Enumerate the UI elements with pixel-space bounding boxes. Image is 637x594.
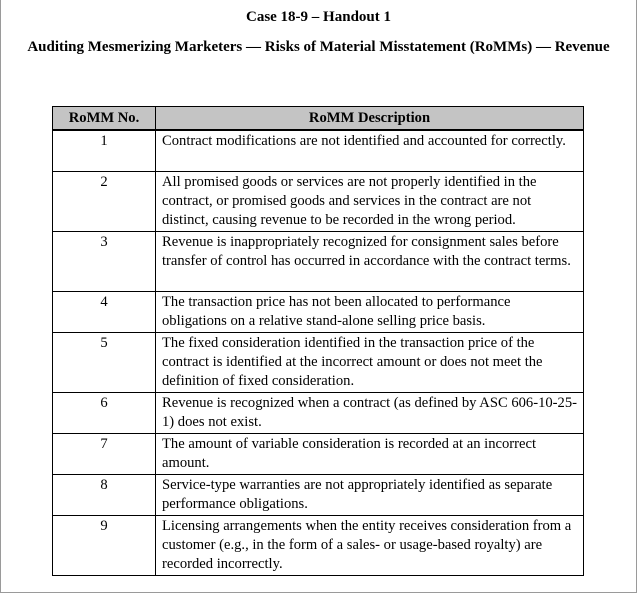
column-header-romm-description: RoMM Description bbox=[156, 107, 584, 131]
table-row bbox=[53, 393, 584, 434]
romm-number: 7 bbox=[53, 434, 156, 475]
table-row bbox=[53, 130, 584, 172]
romm-description: All promised goods or services are not properly identified in the contract, or promised goods and services in the contract are not distinct, causing revenue to be recorded in the wrong period. bbox=[156, 172, 584, 232]
table-row bbox=[53, 333, 584, 393]
handout-title: Case 18-9 – Handout 1 bbox=[245, 9, 391, 25]
column-header-romm-no: RoMM No. bbox=[53, 107, 156, 131]
romm-number: 6 bbox=[53, 393, 156, 434]
table-row bbox=[53, 434, 584, 475]
romm-description: The transaction price has not been allocated to performance obligations on a relative stand-alone selling price basis. bbox=[156, 292, 584, 333]
romm-table bbox=[52, 106, 584, 576]
table-row bbox=[53, 292, 584, 333]
romm-number: 2 bbox=[53, 172, 156, 232]
romm-description: Contract modifications are not identified and accounted for correctly. bbox=[156, 130, 584, 172]
romm-description: Service-type warranties are not appropriately identified as separate performance obligations. bbox=[156, 475, 584, 516]
romm-number: 8 bbox=[53, 475, 156, 516]
table-row bbox=[53, 516, 584, 576]
table-row bbox=[53, 475, 584, 516]
romm-description: The amount of variable consideration is recorded at an incorrect amount. bbox=[156, 434, 584, 475]
romm-description: Revenue is inappropriately recognized for consignment sales before transfer of control has occurred in accordance with the contract terms. bbox=[156, 232, 584, 292]
table-row bbox=[53, 232, 584, 292]
romm-number: 1 bbox=[53, 130, 156, 172]
handout-subtitle: Auditing Mesmerizing Marketers — Risks of Material Misstatement (RoMMs) — Revenue bbox=[27, 39, 610, 55]
romm-description: Revenue is recognized when a contract (as defined by ASC 606-10-25-1) does not exist. bbox=[156, 393, 584, 434]
romm-number: 5 bbox=[53, 333, 156, 393]
romm-description: The fixed consideration identified in the transaction price of the contract is identified at the incorrect amount or does not meet the definition of fixed consideration. bbox=[156, 333, 584, 393]
romm-number: 3 bbox=[53, 232, 156, 292]
table-row bbox=[53, 172, 584, 232]
table-header-row bbox=[53, 107, 584, 131]
romm-description: Licensing arrangements when the entity receives consideration from a customer (e.g., in the form of a sales- or usage-based royalty) are recorded incorrectly. bbox=[156, 516, 584, 576]
romm-number: 4 bbox=[53, 292, 156, 333]
romm-number: 9 bbox=[53, 516, 156, 576]
